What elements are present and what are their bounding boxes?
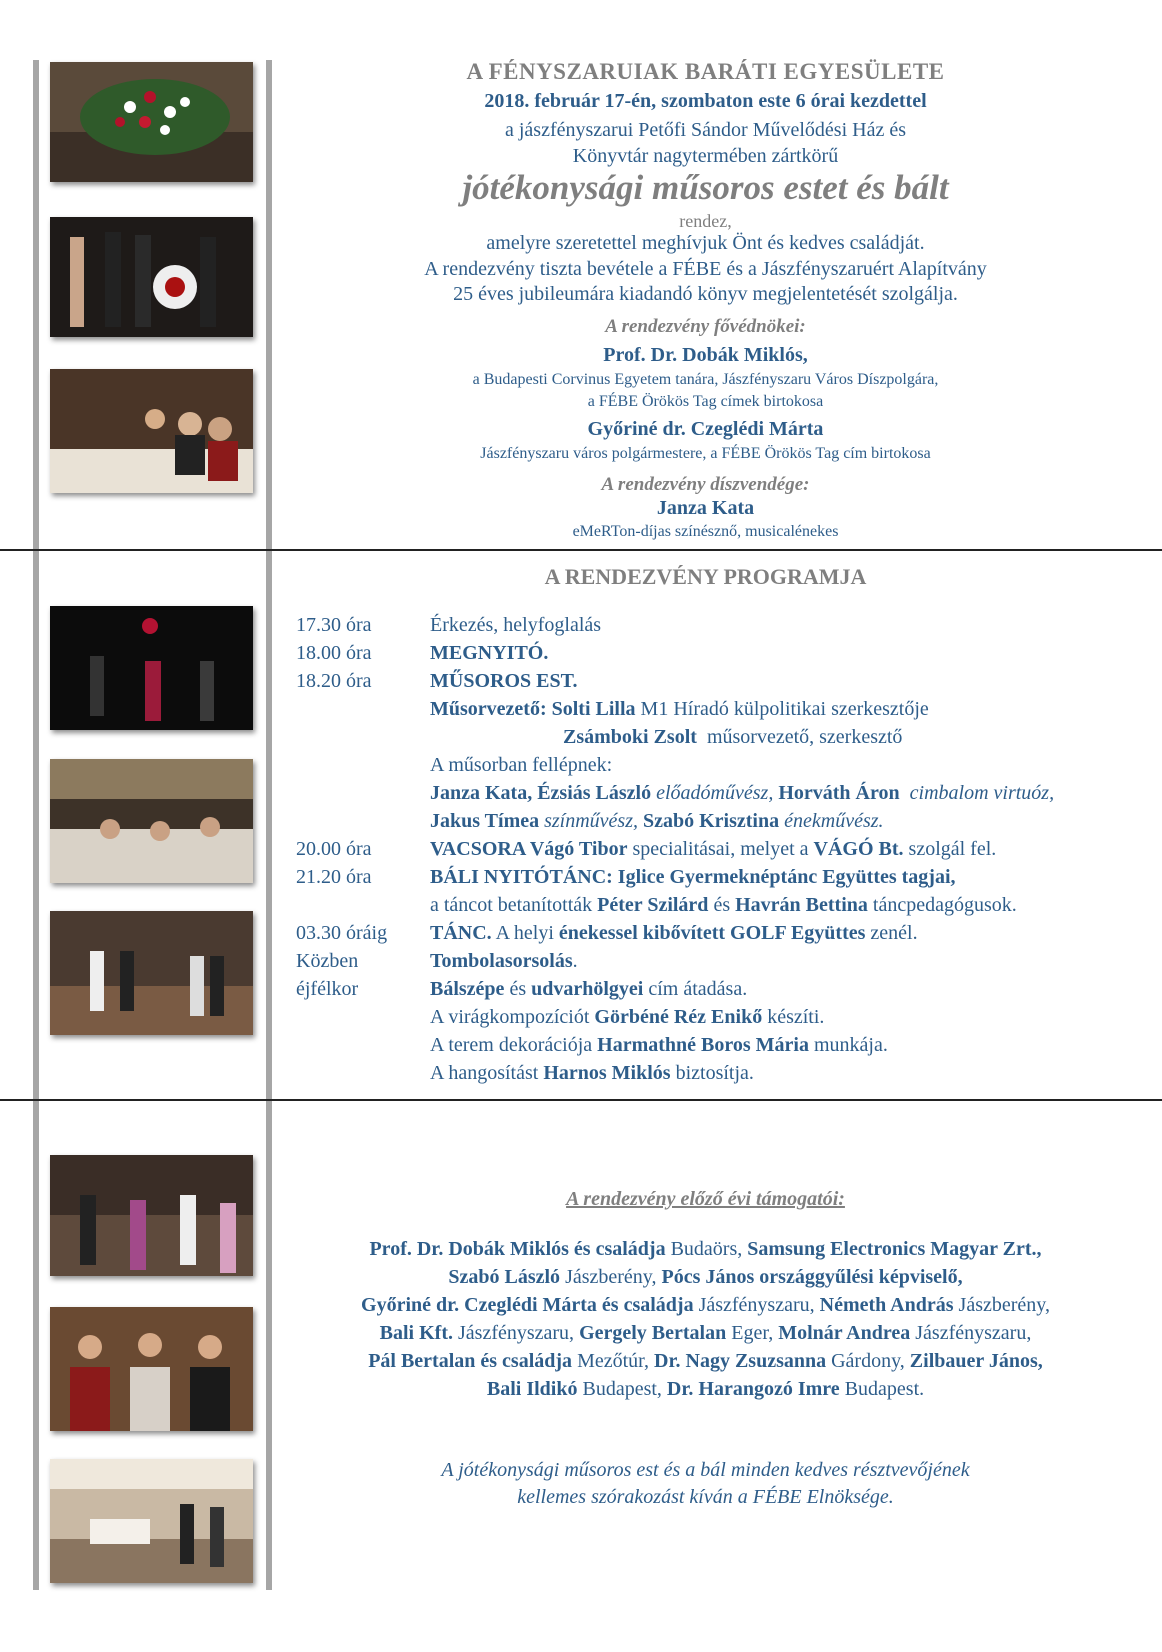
- ladies-title: udvarhölgyei: [531, 978, 644, 1000]
- patron-2-name: Győriné dr. Czeglédi Márta: [587, 418, 824, 440]
- time-1730: 17.30 óra: [296, 614, 372, 636]
- org-title: A FÉNYSZARUIAK BARÁTI EGYESÜLETE: [466, 59, 945, 84]
- sponsor-3-place: Jászberény,: [565, 1266, 657, 1288]
- decoration-text-end: munkája.: [813, 1034, 888, 1056]
- patron-1-desc-1: a Budapesti Corvinus Egyetem tanára, Jászfényszaru Város Díszpolgára,: [472, 371, 939, 388]
- venue-line-2: Könyvtár nagytermében zártkörű: [572, 145, 839, 167]
- sound-text: A hangosítást: [430, 1062, 539, 1084]
- decoration-text: A terem dekorációja: [430, 1034, 593, 1056]
- time-meanwhile: Közben: [296, 950, 359, 972]
- performer-role-4: énekművész.: [784, 810, 884, 832]
- guest-desc: eMeRTon-díjas színésznő, musicalénekes: [572, 523, 839, 540]
- photo-ball-queens: [50, 1307, 253, 1431]
- teacher-name-2: Havrán Bettina: [735, 894, 868, 916]
- sponsor-5: Győriné dr. Czeglédi Márta és családja: [361, 1294, 694, 1316]
- florist-name: Görbéné Réz Enikő: [594, 1006, 763, 1028]
- sponsor-14: Dr. Harangozó Imre: [666, 1378, 840, 1400]
- queen-and: és: [509, 978, 527, 1000]
- host-name-1: Solti Lilla: [551, 698, 636, 720]
- dinner-text: specialitásai, melyet a: [632, 838, 809, 860]
- queen-title: Bálszépe: [430, 978, 505, 1000]
- program-host-line-2: [563, 726, 902, 749]
- dinner-title: VACSORA Vágó Tibor: [430, 838, 628, 860]
- performer-name-4: Szabó Krisztina: [643, 810, 780, 832]
- time-2120: 21.20 óra: [296, 866, 372, 888]
- sponsor-8-place: Eger,: [731, 1322, 774, 1344]
- performers-intro: A műsorban fellépnek:: [430, 754, 613, 776]
- sound-name: Harnos Miklós: [543, 1062, 671, 1084]
- dinner-text-end: szolgál fel.: [908, 838, 997, 860]
- sponsor-6: Németh András: [819, 1294, 954, 1316]
- host-label: Műsorvezető:: [430, 698, 547, 720]
- sponsors-line-5: [283, 1350, 1128, 1373]
- photo-hosts-on-stage: [50, 217, 253, 337]
- photo-dinner-hall: [50, 759, 253, 883]
- teacher-name-1: Péter Szilárd: [597, 894, 709, 916]
- teachers-role: táncpedagógusok.: [872, 894, 1017, 916]
- time-1800: 18.00 óra: [296, 642, 372, 664]
- patron-2-desc: Jászfényszaru város polgármestere, a FÉBE Örökös Tag cím birtokosa: [480, 445, 931, 462]
- caterer-name: VÁGÓ Bt.: [813, 838, 904, 860]
- purpose-line-1: A rendezvény tiszta bevétele a FÉBE és a Jászfényszaruért Alapítvány: [424, 258, 987, 280]
- patron-1-desc-2: a FÉBE Örökös Tag címek birtokosa: [587, 393, 824, 410]
- program-opening-dance: BÁLI NYITÓTÁNC: Iglice Gyermeknéptánc Együttes tagjai,: [430, 866, 956, 888]
- teachers-and: és: [713, 894, 731, 916]
- performer-role-2: cimbalom virtuóz,: [909, 782, 1055, 804]
- sponsor-12: Zilbauer János,: [909, 1350, 1043, 1372]
- raffle-title: Tombolasorsolás: [430, 950, 573, 972]
- patron-1-name: Prof. Dr. Dobák Miklós,: [603, 344, 808, 366]
- time-0330: 03.30 óráig: [296, 922, 388, 944]
- invitation-line: amelyre szeretettel meghívjuk Önt és kedves családját.: [486, 232, 925, 254]
- flowers-text-end: készíti.: [767, 1006, 825, 1028]
- program-raffle: [430, 950, 578, 973]
- rendez-text: rendez,: [679, 211, 732, 231]
- closing-line-2: kellemes szórakozást kíván a FÉBE Elnöksége.: [517, 1486, 894, 1508]
- time-2000: 20.00 óra: [296, 838, 372, 860]
- band-name: énekessel kibővített GOLF Együttes: [558, 922, 866, 944]
- sponsor-11: Dr. Nagy Zsuzsanna: [654, 1350, 827, 1372]
- performer-name-2: Horváth Áron: [778, 782, 900, 804]
- performers-line-1: [430, 782, 1054, 805]
- section-divider-1: [0, 549, 1162, 551]
- section-divider-2: [0, 1099, 1162, 1101]
- photo-stage-singers: [50, 606, 253, 730]
- host-name-2: Zsámboki Zsolt: [563, 726, 697, 748]
- photo-flower-arrangement: [50, 62, 253, 182]
- photo-audience: [50, 369, 253, 493]
- left-rail: [33, 60, 39, 1590]
- raffle-dot: .: [572, 950, 578, 972]
- sponsors-heading: A rendezvény előző évi támogatói:: [566, 1188, 845, 1210]
- sponsor-14-place: Budapest.: [844, 1378, 925, 1400]
- sponsor-10: Pál Bertalan és családja: [368, 1350, 573, 1372]
- time-midnight: éjfélkor: [296, 978, 359, 1000]
- queen-text: cím átadása.: [648, 978, 748, 1000]
- sponsor-6-place: Jászberény,: [958, 1294, 1050, 1316]
- sponsor-11-place: Gárdony,: [831, 1350, 905, 1372]
- closing-line-1: A jótékonysági műsoros est és a bál minden kedves résztvevőjének: [441, 1459, 970, 1481]
- performer-role-1: előadóművész,: [656, 782, 774, 804]
- sponsor-1: Prof. Dr. Dobák Miklós és családja: [369, 1238, 666, 1260]
- sponsor-5-place: Jászfényszaru,: [698, 1294, 815, 1316]
- sponsor-7: Bali Kft.: [379, 1322, 453, 1344]
- sponsor-1-place: Budaörs,: [670, 1238, 743, 1260]
- program-dinner: [430, 838, 996, 861]
- purpose-line-2: 25 éves jubileumára kiadandó könyv megjelentetését szolgálja.: [453, 283, 958, 305]
- program-decoration: [430, 1034, 888, 1057]
- sponsor-3: Szabó László: [448, 1266, 561, 1288]
- sponsors-line-3: [283, 1294, 1128, 1317]
- performer-role-3: színművész,: [544, 810, 638, 832]
- teachers-text: a táncot betanították: [430, 894, 593, 916]
- program-show: MŰSOROS EST.: [430, 670, 578, 692]
- program-dance: [430, 922, 918, 945]
- host-role-2: műsorvezető, szerkesztő: [706, 726, 903, 748]
- photo-ballroom-dance: [50, 911, 253, 1035]
- guest-heading: A rendezvény díszvendége:: [601, 474, 810, 495]
- event-title: jótékonysági műsoros estet és bált: [462, 168, 949, 207]
- program-host-line: [430, 698, 929, 721]
- photo-hall-guests: [50, 1459, 253, 1583]
- sponsors-line-6: [283, 1378, 1128, 1401]
- sponsors-line-2: [283, 1266, 1128, 1289]
- dance-title: TÁNC.: [430, 922, 492, 944]
- venue-line-1: a jászfényszarui Petőfi Sándor Művelődési Ház és: [505, 119, 906, 141]
- performer-names-1: Janza Kata, Ézsiás László: [430, 782, 652, 804]
- sponsor-9: Molnár Andrea: [778, 1322, 911, 1344]
- sponsor-7-place: Jászfényszaru,: [458, 1322, 575, 1344]
- program-arrival: Érkezés, helyfoglalás: [430, 614, 602, 636]
- sponsor-9-place: Jászfényszaru,: [915, 1322, 1032, 1344]
- sponsors-line-1: [283, 1238, 1128, 1261]
- sound-text-end: biztosítja.: [675, 1062, 754, 1084]
- sponsor-13: Bali Ildikó: [486, 1378, 578, 1400]
- program-queen: [430, 978, 747, 1001]
- sponsor-10-place: Mezőtúr,: [577, 1350, 650, 1372]
- right-rail: [266, 60, 272, 1590]
- sponsor-8: Gergely Bertalan: [579, 1322, 727, 1344]
- photo-dance-floor-crowd: [50, 1155, 253, 1276]
- date-line: 2018. február 17-én, szombaton este 6 órai kezdettel: [484, 90, 927, 112]
- program-opening: MEGNYITÓ.: [430, 642, 549, 664]
- dance-text: A helyi: [495, 922, 554, 944]
- performers-line-2: [430, 810, 884, 833]
- flowers-text: A virágkompozíciót: [430, 1006, 590, 1028]
- sponsor-2: Samsung Electronics Magyar Zrt.,: [747, 1238, 1042, 1260]
- dance-text-end: zenél.: [870, 922, 918, 944]
- sponsor-13-place: Budapest,: [582, 1378, 662, 1400]
- decorator-name: Harmathné Boros Mária: [597, 1034, 809, 1056]
- sponsors-line-4: [283, 1322, 1128, 1345]
- performer-name-3: Jakus Tímea: [430, 810, 540, 832]
- time-1820: 18.20 óra: [296, 670, 372, 692]
- program-sound: [430, 1062, 754, 1085]
- program-heading: A RENDEZVÉNY PROGRAMJA: [544, 564, 867, 589]
- program-dance-teachers: [430, 894, 1017, 917]
- guest-name: Janza Kata: [656, 497, 755, 519]
- program-flowers: [430, 1006, 824, 1029]
- sponsor-4: Pócs János országgyűlési képviselő,: [661, 1266, 963, 1288]
- host-role-1: M1 Híradó külpolitikai szerkesztője: [640, 698, 929, 720]
- patrons-heading: A rendezvény fővédnökei:: [605, 316, 806, 337]
